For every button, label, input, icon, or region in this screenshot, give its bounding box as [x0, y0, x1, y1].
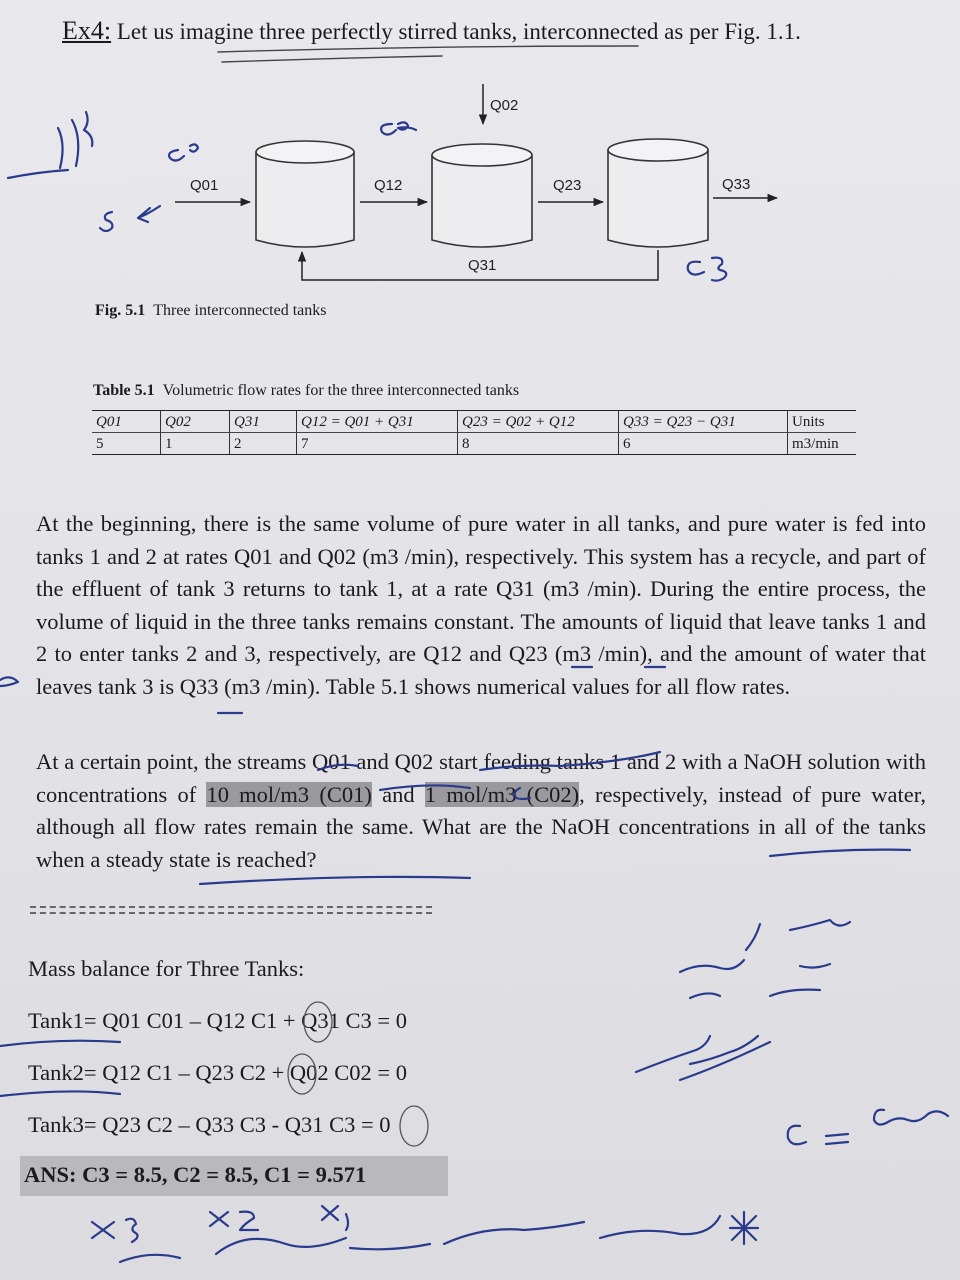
q33-label: Q33 [722, 176, 751, 193]
exercise-intro: Let us imagine three perfectly stirred tanks, interconnected as per Fig. 1.1. [116, 19, 801, 44]
table-cell: m3/min [788, 433, 857, 455]
highlight-c01: 10 mol/m3 (C01) [206, 781, 372, 807]
table-cell: 7 [297, 433, 458, 455]
mass-balance-title: Mass balance for Three Tanks: [28, 956, 305, 981]
table-header-cell: Q01 [92, 411, 161, 433]
paragraph-2-part-2: and [371, 781, 425, 807]
q23-label: Q23 [553, 177, 582, 194]
problem-paragraph-1: At the beginning, there is the same volume of pure water in all tanks, and pure water is fed into tanks 1 and 2 at rates Q01 and Q02 (m3 /min), respectively. This system has a recycle, and part of the effluent of tank 3 returns to tank 1, at a rate Q31 (m3 /min). During the entire process, the volume of liquid in the three tanks remains constant. The amounts of liquid that leave tanks 1 and 2 to enter tanks 2 and 3, respectively, are Q12 and Q23 (m3 /min), and the amount of water that leaves tank 3 is Q33 (m3 /min). Table 5.1 shows numerical values for all flow rates. [36, 511, 926, 699]
q31-label: Q31 [468, 257, 497, 274]
q01-label: Q01 [190, 177, 219, 194]
paragraph-2-part-1: At a certain point, the streams Q01 and Q02 start feeding tanks 1 and 2 with a NaOH solution with concentrations of [36, 749, 926, 807]
paragraph-2-part-3: , respectively, instead of pure water, although all flow rates remain the same. What are the NaOH concentrations in all of the tanks when a steady state is reached? [36, 781, 926, 872]
tank1-equation: Tank1= Q01 C01 – Q12 C1 + Q31 C3 = 0 [28, 1008, 407, 1033]
q02-label: Q02 [490, 97, 519, 114]
table-header-cell: Q23 = Q02 + Q12 [458, 411, 619, 433]
figure-caption-label: Fig. 5.1 [95, 302, 146, 319]
figure-caption-text: Three interconnected tanks [153, 302, 327, 319]
table-cell: 5 [92, 433, 161, 455]
tank3-equation: Tank3= Q23 C2 – Q33 C3 - Q31 C3 = 0 [28, 1112, 391, 1137]
table-cell: 6 [619, 433, 788, 455]
answer-text: ANS: C3 = 8.5, C2 = 8.5, C1 = 9.571 [24, 1162, 367, 1187]
exercise-label: Ex4: [62, 16, 112, 45]
table-header-cell: Units [788, 411, 857, 433]
table-header-cell: Q02 [161, 411, 230, 433]
table-header-cell: Q12 = Q01 + Q31 [297, 411, 458, 433]
table-header-cell: Q31 [230, 411, 297, 433]
table-cell: 2 [230, 433, 297, 455]
tank2-equation: Tank2= Q12 C1 – Q23 C2 + Q02 C02 = 0 [28, 1060, 407, 1085]
table-caption-text: Volumetric flow rates for the three interconnected tanks [162, 382, 520, 399]
table-cell: 8 [458, 433, 619, 455]
highlight-c02: 1 mol/m3 (C02) [424, 781, 580, 807]
table-cell: 1 [161, 433, 230, 455]
table-header-cell: Q33 = Q23 − Q31 [619, 411, 788, 433]
table-caption-label: Table 5.1 [93, 382, 155, 399]
q12-label: Q12 [374, 177, 403, 194]
